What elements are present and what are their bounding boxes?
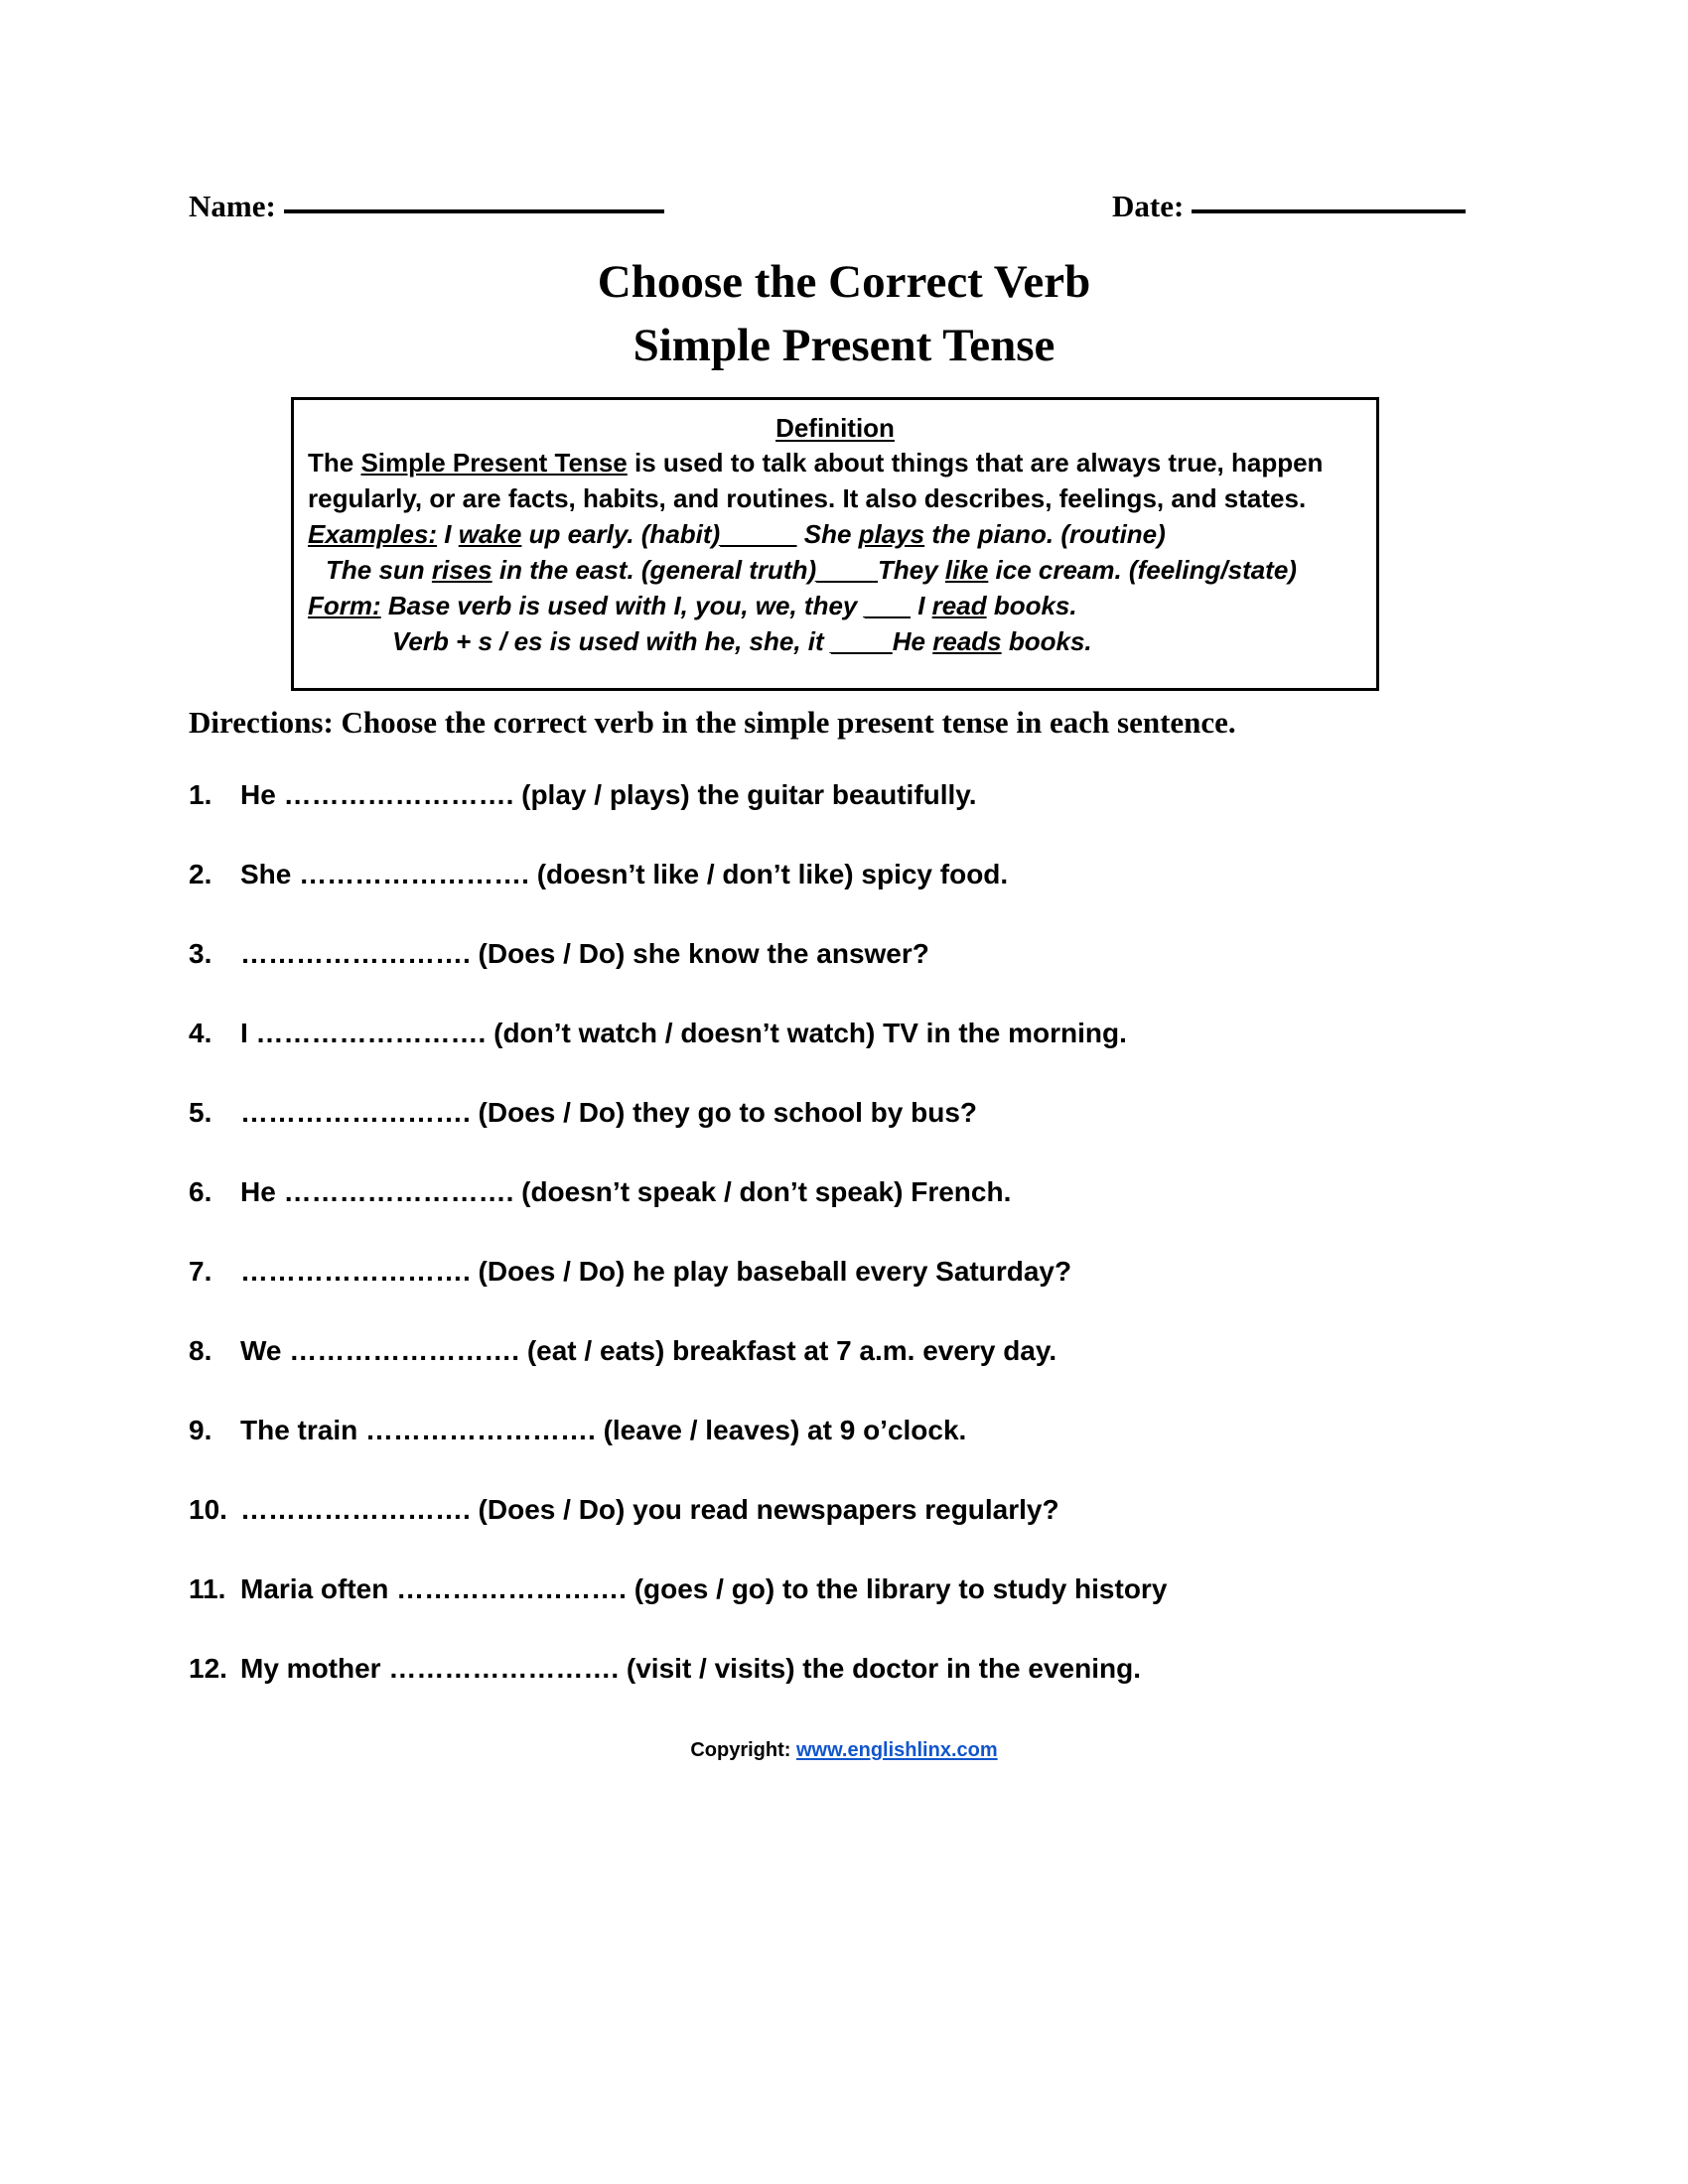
- definition-body-line-2: regularly, or are facts, habits, and routines. It also describes, feelings, and states.: [308, 483, 1307, 513]
- title-line-1: Choose the Correct Verb: [597, 256, 1091, 308]
- question-item[interactable]: [189, 859, 1529, 938]
- question-number: 5.: [189, 1097, 212, 1128]
- question-number: 10.: [189, 1494, 227, 1525]
- question-text: ……………………. (Does / Do) you read newspapers regularly?: [240, 1494, 1059, 1525]
- form-label: Form:: [308, 591, 381, 620]
- example-2-pre: She: [796, 519, 859, 549]
- definition-text-post: is used to talk about things that are always true, happen: [627, 448, 1324, 478]
- form-line-2-mid: He: [892, 626, 933, 656]
- definition-form-line-2: [308, 623, 1362, 659]
- question-number: 9.: [189, 1415, 212, 1445]
- definition-text-pre: The: [308, 448, 361, 478]
- question-item[interactable]: [189, 779, 1529, 859]
- name-label: Name:: [189, 189, 276, 223]
- definition-body-line-1: [308, 445, 1362, 480]
- definition-box: [291, 397, 1379, 691]
- example-2-post: the piano. (routine): [924, 519, 1166, 549]
- definition-heading: Definition: [775, 413, 895, 443]
- definition-examples-line-2: [308, 552, 1362, 588]
- example-1-blank[interactable]: _____: [720, 519, 797, 549]
- question-number: 11.: [189, 1573, 226, 1604]
- definition-form-line-1: [308, 588, 1362, 623]
- question-item[interactable]: [189, 1335, 1529, 1415]
- date-write-line[interactable]: [1192, 209, 1466, 213]
- question-number: 12.: [189, 1653, 227, 1684]
- definition-term: Simple Present Tense: [360, 448, 628, 478]
- question-item[interactable]: [189, 1256, 1529, 1335]
- question-text: She ……………………. (doesn’t like / don’t like) spicy food.: [240, 859, 1009, 889]
- example-1-verb: wake: [458, 519, 522, 549]
- form-line-1-verb: read: [931, 591, 987, 620]
- example-4-post: ice cream. (feeling/state): [988, 555, 1297, 585]
- example-3-pre: The sun: [326, 555, 432, 585]
- form-line-1-blank[interactable]: ___: [864, 591, 911, 620]
- question-item[interactable]: [189, 1494, 1529, 1573]
- example-3-blank[interactable]: ____: [816, 555, 878, 585]
- question-item[interactable]: [189, 1653, 1529, 1732]
- example-1-post: up early. (habit): [521, 519, 721, 549]
- definition-examples-line-1: [308, 516, 1362, 552]
- copyright-footer: [0, 1739, 1688, 1762]
- question-number: 8.: [189, 1335, 212, 1366]
- form-line-2-verb: reads: [932, 626, 1002, 656]
- question-text: He ……………………. (doesn’t speak / don’t speak) French.: [240, 1176, 1012, 1207]
- form-line-1-mid: I: [911, 591, 932, 620]
- question-item[interactable]: [189, 1573, 1529, 1653]
- question-item[interactable]: [189, 1176, 1529, 1256]
- question-number: 3.: [189, 938, 212, 969]
- question-text: ……………………. (Does / Do) they go to school by bus?: [240, 1097, 978, 1128]
- example-1-pre: I: [437, 519, 459, 549]
- directions-line: Directions: Choose the correct verb in the simple present tense in each sentence.: [189, 705, 1236, 740]
- title-line-2: Simple Present Tense: [633, 320, 1055, 371]
- question-text: The train ……………………. (leave / leaves) at 9 o’clock.: [240, 1415, 967, 1445]
- date-field-group: [1112, 189, 1466, 224]
- name-write-line[interactable]: [284, 209, 664, 213]
- question-text: ……………………. (Does / Do) she know the answer?: [240, 938, 929, 969]
- question-number: 1.: [189, 779, 212, 810]
- form-line-2-pre: Verb + s / es is used with he, she, it: [392, 626, 831, 656]
- date-label: Date:: [1112, 189, 1185, 223]
- questions-list: [189, 779, 1529, 1732]
- worksheet-title: [0, 250, 1688, 377]
- question-text: My mother ……………………. (visit / visits) the doctor in the evening.: [240, 1653, 1141, 1684]
- question-item[interactable]: [189, 1097, 1529, 1176]
- question-item[interactable]: [189, 1415, 1529, 1494]
- examples-label: Examples:: [308, 519, 438, 549]
- question-item[interactable]: [189, 938, 1529, 1018]
- form-line-2-post: books.: [1001, 626, 1092, 656]
- question-number: 4.: [189, 1018, 212, 1048]
- question-number: 6.: [189, 1176, 212, 1207]
- form-line-1-pre: Base verb is used with I, you, we, they: [380, 591, 865, 620]
- copyright-label: Copyright:: [690, 1739, 796, 1761]
- question-text: He ……………………. (play / plays) the guitar beautifully.: [240, 779, 977, 810]
- form-line-2-blank[interactable]: ____: [830, 626, 893, 656]
- example-2-verb: plays: [858, 519, 925, 549]
- name-date-row: [189, 189, 1470, 234]
- question-text: ……………………. (Does / Do) he play baseball every Saturday?: [240, 1256, 1072, 1287]
- question-text: I ……………………. (don’t watch / doesn’t watch) TV in the morning.: [240, 1018, 1127, 1048]
- example-3-verb: rises: [431, 555, 492, 585]
- question-text: Maria often ……………………. (goes / go) to the library to study history: [240, 1573, 1168, 1604]
- form-line-1-post: books.: [986, 591, 1077, 620]
- example-4-verb: like: [944, 555, 989, 585]
- example-3-post: in the east. (general truth): [492, 555, 817, 585]
- englishlinx-link[interactable]: www.englishlinx.com: [796, 1739, 998, 1761]
- name-field-group: [189, 189, 664, 224]
- example-4-pre: They: [877, 555, 945, 585]
- question-number: 7.: [189, 1256, 212, 1287]
- question-number: 2.: [189, 859, 212, 889]
- question-text: We ……………………. (eat / eats) breakfast at 7 a.m. every day.: [240, 1335, 1057, 1366]
- question-item[interactable]: [189, 1018, 1529, 1097]
